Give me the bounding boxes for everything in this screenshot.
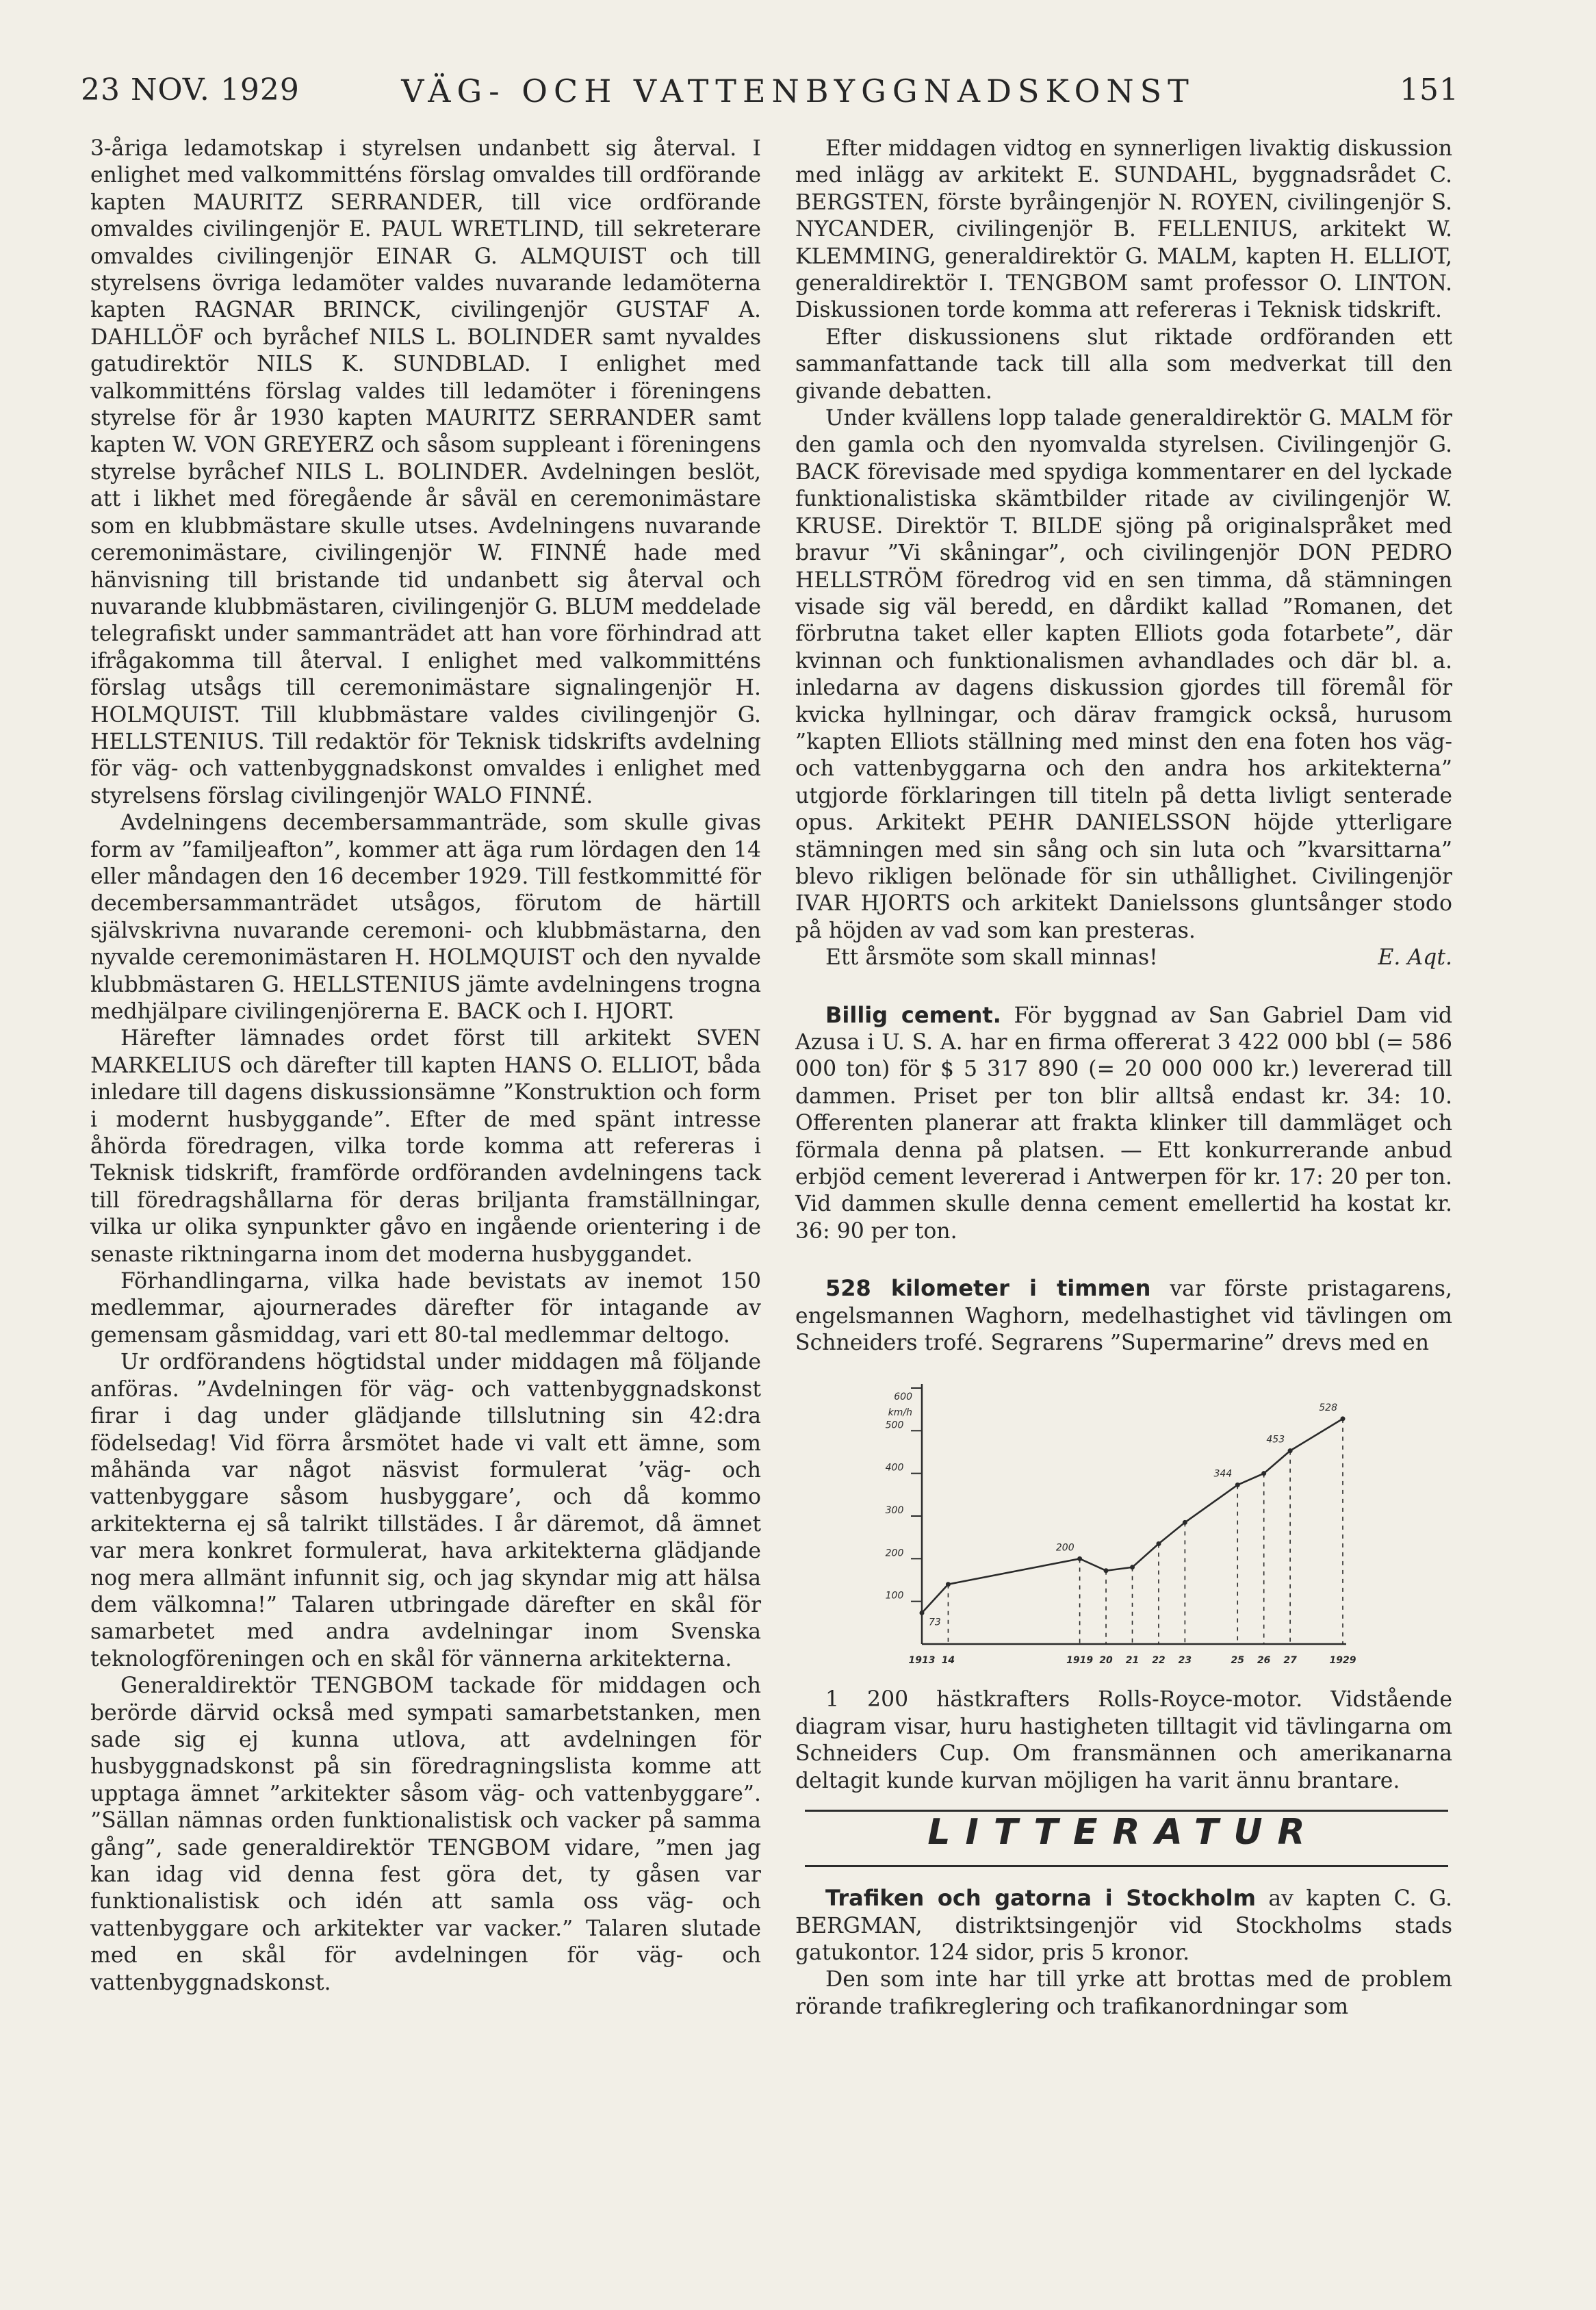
left-column [90, 136, 761, 1997]
cement-body: För byggnad av San Gabriel Dam vid Azusa i U. S. A. har en firma offererat 3 422 000 bbl (= 586 000 ton) för $ 5 317 890 (= 20 000 000 kr.) levererad till dammen. Priset per ton blir alltså endast kr. 34: 10. Offerenten planerar att frakta klinker till dammläget och förmala denna på platsen. — Ett konkurrerande anbud erbjöd cement levererad i Antwerpen för kr. 17: 20 per ton. Vid dammen skulle denna cement emellertid ha kostat kr. 36: 90 per ton. [795, 1003, 1452, 1244]
paragraph: Avdelningens decembersammanträde, som skulle givas form av ”familjeafton”, kommer att äga rum lördagen den 14 eller måndagen den 16 december 1929. Till festkommitté för decembersammanträdet utsågos, förutom de härtill självskrivna nuvarande ceremoni- och klubbmästarna, den nyvalde ceremonimästaren H. HOLMQUIST och den nyvalde klubbmästaren G. HELLSTENIUS jämte avdelningens trogna medhjälpare civilingenjörerna E. BACK och I. HJORT. [90, 810, 761, 1024]
data-point [1235, 1483, 1240, 1487]
cement-notice [795, 1002, 1452, 1246]
data-point [1077, 1556, 1082, 1561]
speed-continuation: 1 200 hästkrafters Rolls-Royce-motor. Vidstående diagram visar, huru hastigheten tilltagit vid tävlingarna om Schneiders Cup. Om fransmännen och amerikanarna deltagit kunde kurvan möjligen ha varit ännu brantare. [795, 1687, 1452, 1793]
x-tick-label: 27 [1283, 1655, 1297, 1667]
x-tick-label: 1929 [1329, 1655, 1356, 1667]
review-body: av kapten C. G. BERGMAN, distriktsingenjör vid Stockholms stads gatukontor. 124 sidor, pris 5 kronor. [795, 1886, 1452, 1965]
unit-label: km/h [888, 1407, 912, 1419]
x-tick-label: 20 [1099, 1655, 1113, 1667]
paragraph: Härefter lämnades ordet först till arkitekt SVEN MARKELIUS och därefter till kapten HANS O. ELLIOT, båda inledare till dagens diskussionsämne ”Konstruktion och form i modernt husbyggande”. Efter de med spänt intresse åhörda föredragen, vilka torde komma att refereras i Teknisk tidskrift, framförde ordföranden avdelningens tack till föredragshållarna för deras briljanta framställningar, vilka ur olika synpunkter gåvo en ingående orientering i de senaste riktningarna inom det moderna husbyggandet. [90, 1026, 761, 1267]
data-point [1288, 1449, 1293, 1454]
y-tick-label: 600 [894, 1391, 912, 1403]
review-headline: Trafiken och gatorna i Stockholm [825, 1885, 1256, 1912]
x-tick-label: 25 [1231, 1655, 1244, 1667]
x-tick-label: 22 [1152, 1655, 1166, 1667]
data-point [1104, 1569, 1109, 1574]
x-tick-label: 21 [1125, 1655, 1140, 1667]
data-point [920, 1610, 925, 1615]
data-label: 73 [929, 1617, 941, 1628]
data-label: 200 [1055, 1542, 1074, 1554]
running-title: VÄG- OCH VATTENBYGGNADSKONST [401, 73, 1195, 110]
speed-chart [795, 1369, 1452, 1677]
data-label: 453 [1266, 1435, 1285, 1446]
literature-title: LITTERATUR [927, 1812, 1320, 1853]
speed-chart-svg [795, 1369, 1452, 1677]
paragraph: Efter middagen vidtog en synnerligen livaktig diskussion med inlägg av arkitekt E. SUNDAHL, byggnadsrådet C. BERGSTEN, förste byråingenjör N. ROYEN, civilingenjör S. NYCANDER, civilingenjör B. FELLENIUS, arkitekt W. KLEMMING, generaldirektör G. MALM, kapten H. ELLIOT, generaldirektör I. TENGBOM samt professor O. LINTON. Diskussionen torde komma att refereras i Teknisk tidskrift. [795, 136, 1452, 323]
y-tick-label: 500 [885, 1420, 904, 1431]
closing-text: Ett årsmöte som skall minnas! [825, 945, 1158, 971]
paragraph: 3-åriga ledamotskap i styrelsen undanbett sig återval. I enlighet med valkommitténs förslag omvaldes till ordförande kapten MAURITZ SERRANDER, till vice ordförande omvaldes civilingenjör E. PAUL WRETLIND, till sekreterare omvaldes civilingenjör EINAR G. ALMQUIST och till styrelsens övriga ledamöter valdes nuvarande ledamöterna kapten RAGNAR BRINCK, civilingenjör GUSTAF A. DAHLLÖF och byråchef NILS L. BOLINDER samt nyvaldes gatudirektör NILS K. SUNDBLAD. I enlighet med valkommitténs förslag valdes till ledamöter i föreningens styrelse för år 1930 kapten MAURITZ SERRANDER samt kapten W. VON GREYERZ och såsom suppleant i föreningens styrelse byråchef NILS L. BOLINDER. Avdelningen beslöt, att i likhet med föregående år såväl en ceremonimästare som en klubbmästare skulle utses. Avdelningens nuvarande ceremonimästare, civilingenjör W. FINNÉ hade med hänvisning till bristande tid undanbett sig återval och nuvarande klubbmästaren, civilingenjör G. BLUM meddelade telegrafiskt under sammanträdet att han vore förhindrad att ifrågakomma till återval. I enlighet med valkommitténs förslag utsågs till ceremonimästare signalingenjör H. HOLMQUIST. Till klubbmästare valdes civilingenjör G. HELLSTENIUS. Till redaktör för Teknisk tidskrifts avdelning för väg- och vattenbyggnadskonst omvaldes i enlighet med styrelsens förslag civilingenjör WALO FINNÉ. [90, 136, 761, 808]
paragraph: Förhandlingarna, vilka hade bevistats av inemot 150 medlemmar, ajournerades därefter för intagande av gemensam gåsmiddag, vari ett 80-tal medlemmar deltogo. [90, 1269, 761, 1348]
data-label: 344 [1213, 1468, 1233, 1480]
rule-bottom [805, 1865, 1448, 1867]
x-tick-label: 14 [941, 1655, 955, 1667]
data-point [1183, 1520, 1187, 1525]
x-tick-label: 1913 [908, 1655, 936, 1667]
data-point [1130, 1565, 1135, 1570]
speed-headline: 528 kilometer i timmen [825, 1275, 1151, 1302]
speed-notice [795, 1275, 1452, 1357]
x-tick-label: 26 [1257, 1655, 1271, 1667]
review-text: Den som inte har till yrke att brottas med de problem rörande trafikreglering och trafikanordningar som [795, 1967, 1452, 2019]
paragraph: Ur ordförandens högtidstal under middagen må följande anföras. ”Avdelningen för väg- och vattenbyggnadskonst firar i dag under glädjande tillslutning sin 42:dra födelsedag! Vid förra årsmötet hade vi valt ett ämne, som måhända var något näsvist formulerat ’väg- och vattenbyggare såsom husbyggare’, och då kommo arkitekterna ej så talrikt tillstädes. I år däremot, då ämnet var mera konkret formulerat, hava arkitekterna glädjande nog mera allmänt infunnit sig, och jag skyndar mig att hälsa dem välkomna!” Talaren utbringade därefter en skål för samarbetet med andra avdelningar inom Svenska teknologföreningen och en skål för vännerna arkitekterna. [90, 1350, 761, 1671]
x-tick-label: 23 [1178, 1655, 1192, 1667]
data-point [1156, 1541, 1161, 1546]
cement-headline: Billig cement. [825, 1001, 1001, 1028]
x-tick-label: 1919 [1066, 1655, 1094, 1667]
paragraph: Generaldirektör TENGBOM tackade för middagen och berörde därvid också med sympati samarbetstanken, men sade sig ej kunna utlova, att avdelningen för husbyggnadskonst på sin föredragningslista komme att upptaga ämnet ”arkitekter såsom väg- och vattenbyggare”. ”Sällan nämnas orden funktionalistisk och vacker på samma gång”, sade generaldirektör TENGBOM vidare, ”men jag kan idag vid denna fest göra det, ty gåsen var funktionalistisk och idén att samla oss väg- och vattenbyggare och arkitekter var vacker.” Talaren slutade med en skål för avdelningen för väg- och vattenbyggnadskonst. [90, 1673, 761, 1995]
y-tick-label: 400 [885, 1463, 904, 1474]
speed-line [922, 1419, 1343, 1613]
review-entry [795, 1885, 1452, 1966]
data-point [1341, 1417, 1346, 1422]
data-label: 528 [1319, 1402, 1337, 1414]
closing-line [795, 945, 1452, 971]
y-tick-label: 100 [885, 1591, 904, 1602]
page-number: 151 [1400, 73, 1459, 107]
data-point [946, 1582, 951, 1587]
data-point [1261, 1472, 1266, 1476]
header-date: 23 NOV. 1929 [81, 73, 300, 107]
paragraph: Under kvällens lopp talade generaldirektör G. MALM för den gamla och den nyomvalda styrelsen. Civilingenjör G. BACK förevisade med spydiga kommentarer en del lyckade funktionalistiska skämtbilder ritade av civilingenjör W. KRUSE. Direktör T. BILDE sjöng på originalspråket med bravur ”Vi skåningar”, och civilingenjör DON PEDRO HELLSTRÖM föredrog vid en sen timma, då stämningen visade sig väl beredd, en dårdikt kallad ”Romanen, det förbrutna taket eller kapten Elliots goda fotarbete”, där kvinnan och funktionalismen avhandlades och där bl. a. inledarna av dagens diskussion gjordes till föremål för kvicka hyllningar, och därav framgick också, hurusom ”kapten Elliots ställning med minst den ena foten hos väg- och vattenbyggarna och den andra hos arkitekterna” utgjorde förklaringen till titeln på detta livligt senterade opus. Arkitekt PEHR DANIELSSON höjde ytterligare stämningen med sin sång och sin luta och ”kvarsittarna” blevo rikligen belönade för sin uthållighet. Civilingenjör IVAR HJORTS och arkitekt Danielssons gluntsånger stodo på höjden av vad som kan presteras. [795, 406, 1452, 943]
y-tick-label: 200 [885, 1548, 904, 1559]
speed-body: var förste pristagarens, engelsmannen Waghorn, medelhastighet vid tävlingen om Schneiders trofé. Segrarens ”Supermarine” drevs med en [795, 1276, 1452, 1356]
literature-heading-box [795, 1810, 1452, 1867]
paragraph: Efter diskussionens slut riktade ordföranden ett sammanfattande tack till alla som medverkat till den givande debatten. [795, 324, 1452, 404]
right-column [795, 136, 1452, 2020]
signature: E. Aqt. [1378, 945, 1452, 971]
y-tick-label: 300 [885, 1505, 904, 1517]
